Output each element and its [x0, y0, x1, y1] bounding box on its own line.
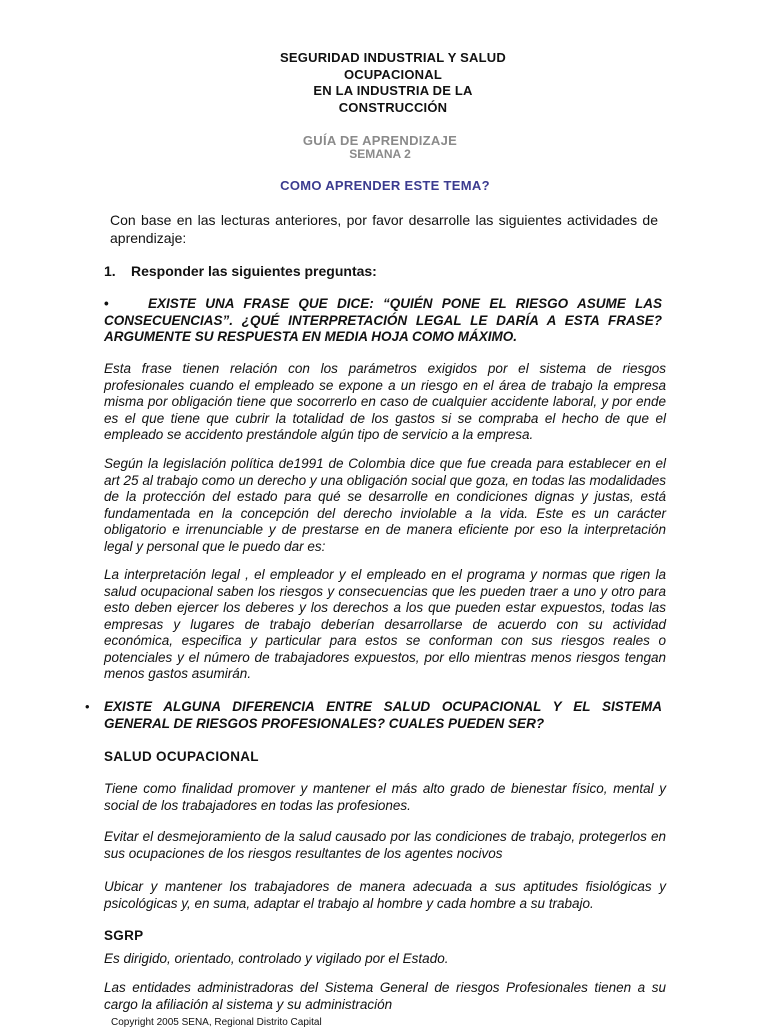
bullet-icon: •	[85, 699, 90, 714]
how-to-heading: COMO APRENDER ESTE TEMA?	[280, 178, 490, 193]
bullet-icon: •	[104, 296, 109, 311]
question-2-text: EXISTE ALGUNA DIFERENCIA ENTRE SALUD OCUPACIONAL Y EL SISTEMA GENERAL DE RIESGOS PROFESIONALES? CUALES PUEDEN SER?	[104, 699, 662, 731]
title-line: CONSTRUCCIÓN	[338, 99, 448, 115]
intro-paragraph: Con base en las lecturas anteriores, por favor desarrolle las siguientes actividades de aprendizaje:	[110, 212, 658, 246]
sgrp-paragraph: Las entidades administradoras del Sistema General de riesgos Profesionales tienen a su cargo la afiliación al sistema y su administración	[104, 980, 666, 1012]
salud-paragraph: Ubicar y mantener los trabajadores de manera adecuada a sus aptitudes fisiológicas y psicológicas y, en suma, adaptar el trabajo al hombre y cada hombre a su trabajo.	[104, 879, 666, 911]
guide-week: SEMANA 2	[349, 147, 411, 161]
answer-paragraph: Esta frase tienen relación con los parámetros exigidos por el sistema de riesgos profesionales cuando el empleado se expone a un riesgo en el área de trabajo la empresa misma por obligación tiene que socorrerlo en caso de cualquier accidente laboral, y por ende es el que tiene que cubrir la totalidad de los gastos si se compraba el hecho de que el empleado se accidento prestándole algún tipo de servicio a la empresa.	[104, 361, 666, 442]
title-line: OCUPACIONAL	[343, 66, 442, 82]
salud-paragraph: Evitar el desmejoramiento de la salud causado por las condiciones de trabajo, protegerlos en sus ocupaciones de los riesgos resultantes de los agentes nocivos	[104, 829, 666, 861]
copyright-footer: Copyright 2005 SENA, Regional Distrito Capital	[111, 1017, 322, 1028]
salud-paragraph: Tiene como finalidad promover y mantener el más alto grado de bienestar físico, mental y social de los trabajadores en todas las profesiones.	[104, 781, 666, 813]
section-number: 1.	[104, 263, 116, 279]
guide-heading	[0, 133, 760, 161]
section-title: Responder las siguientes preguntas:	[131, 263, 377, 279]
guide-title: GUÍA DE APRENDIZAJE	[302, 133, 458, 148]
document-title	[0, 50, 768, 116]
answer-paragraph: La interpretación legal , el empleador y el empleado en el programa y normas que rigen la salud ocupacional saben los riesgos y consecuencias que les pueden traer a uno y otro para esto deben ejercer los deberes y los derechos a los que pueden estar expuestos, todas las empresas y lugares de trabajo deberían desarrollarse de acuerdo con su actividad económica, especifica y particular para estos se conforman con sus riesgos reales o potenciales y el número de trabajadores expuestos, por ello mientras menos riesgos tengan menos gastos asumirán.	[104, 567, 666, 681]
sgrp-paragraph: Es dirigido, orientado, controlado y vigilado por el Estado.	[104, 951, 449, 966]
question-1	[104, 296, 662, 346]
title-line: EN LA INDUSTRIA DE LA	[313, 83, 473, 98]
question-1-text: EXISTE UNA FRASE QUE DICE: “QUIÉN PONE EL RIESGO ASUME LAS CONSECUENCIAS”. ¿QUÉ INTERPRETACIÓN LEGAL LE DARÍA A ESTA FRASE? ARGUMENTE SU RESPUESTA EN MEDIA HOJA COMO MÁXIMO.	[104, 296, 662, 344]
section-heading	[104, 263, 377, 279]
subheading-salud-ocupacional: SALUD OCUPACIONAL	[104, 749, 259, 764]
answer-paragraph: Según la legislación política de1991 de Colombia dice que fue creada para establecer en el art 25 al trabajo como un derecho y una obligación social que goza, en todas las modalidades de la protección del estado para qué se desarrolle en condiciones dignas y justas, está fundamentada en la concepción del derecho inviolable a la vida. Este es un carácter obligatorio e irrenunciable y de prestarse en de manera eficiente por eso la interpretación legal y personal que le puedo dar es:	[104, 456, 666, 554]
title-line: SEGURIDAD INDUSTRIAL Y SALUD	[280, 50, 506, 65]
subheading-sgrp: SGRP	[104, 928, 144, 943]
